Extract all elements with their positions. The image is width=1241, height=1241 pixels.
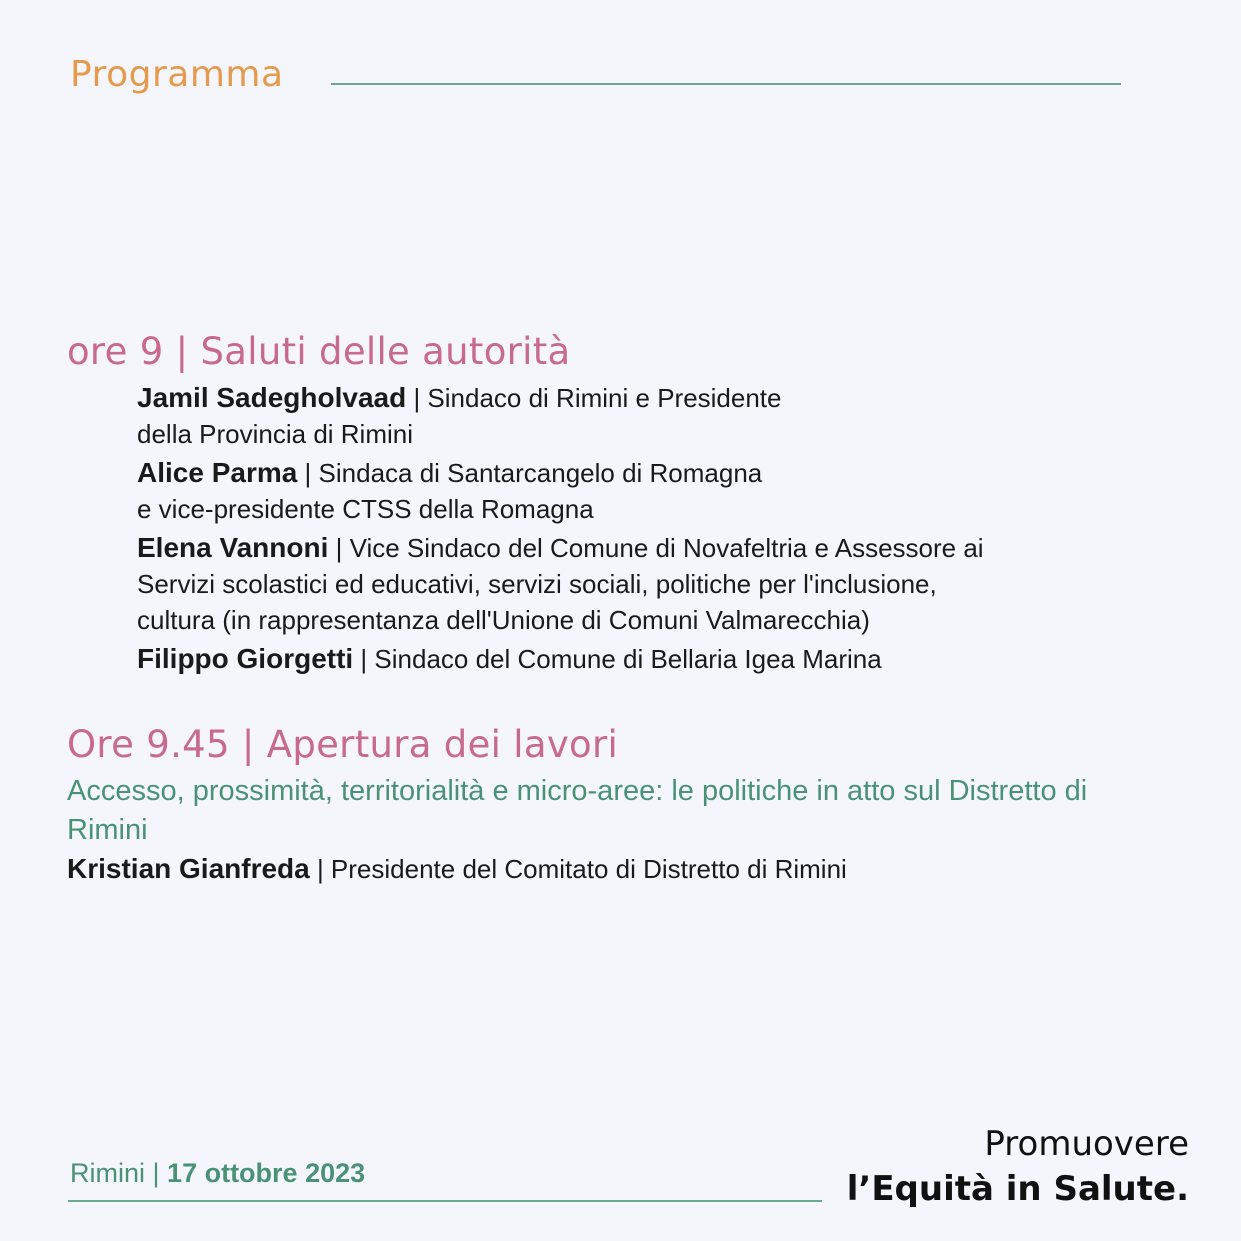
speaker-name: Kristian Gianfreda — [67, 853, 310, 884]
speaker-entry-2 — [137, 455, 1147, 527]
speaker-role: | Presidente del Comitato di Distretto di Rimini — [309, 854, 847, 884]
speaker-role: | Vice Sindaco del Comune di Novafeltria e Assessore ai — [328, 533, 984, 563]
event-date: 17 ottobre 2023 — [167, 1158, 366, 1188]
speaker-entry-3 — [137, 530, 1147, 638]
speaker-name: Filippo Giorgetti — [137, 643, 354, 674]
footer-divider — [68, 1200, 822, 1202]
event-city: Rimini — [70, 1158, 146, 1188]
brand-logo — [847, 1122, 1189, 1212]
speaker-entry-4 — [137, 641, 1147, 677]
page-title: Programma — [70, 54, 284, 95]
header-divider — [331, 83, 1121, 85]
footer-separator: | — [145, 1158, 168, 1188]
session-subtitle: Accesso, prossimità, territorialità e micro-aree: le politiche in atto sul Distretto di Rimini — [67, 775, 1088, 846]
speaker-role-continued: Servizi scolastici ed educativi, servizi sociali, politiche per l'inclusione, — [137, 569, 937, 599]
speaker-entry-1 — [137, 380, 1147, 452]
speaker-role-continued: e vice-presidente CTSS della Romagna — [137, 494, 594, 524]
speaker-name: Jamil Sadegholvaad — [137, 382, 407, 413]
speaker-name: Elena Vannoni — [137, 532, 329, 563]
speaker-name: Alice Parma — [137, 457, 298, 488]
session-heading-1: ore 9 | Saluti delle autorità — [67, 330, 571, 373]
event-location-date — [70, 1158, 365, 1189]
speaker-entry-5 — [67, 851, 1077, 887]
speaker-role: | Sindaco di Rimini e Presidente — [406, 383, 782, 413]
speaker-role-continued: cultura (in rappresentanza dell'Unione di Comuni Valmarecchia) — [137, 605, 870, 635]
speaker-role-continued: della Provincia di Rimini — [137, 419, 413, 449]
brand-line-1: Promuovere — [984, 1124, 1189, 1164]
brand-line-2: l’Equità in Salute. — [846, 1169, 1189, 1209]
speaker-role: | Sindaco del Comune di Bellaria Igea Marina — [353, 644, 882, 674]
session-heading-2: Ore 9.45 | Apertura dei lavori — [67, 723, 619, 766]
speaker-role: | Sindaca di Santarcangelo di Romagna — [297, 458, 763, 488]
